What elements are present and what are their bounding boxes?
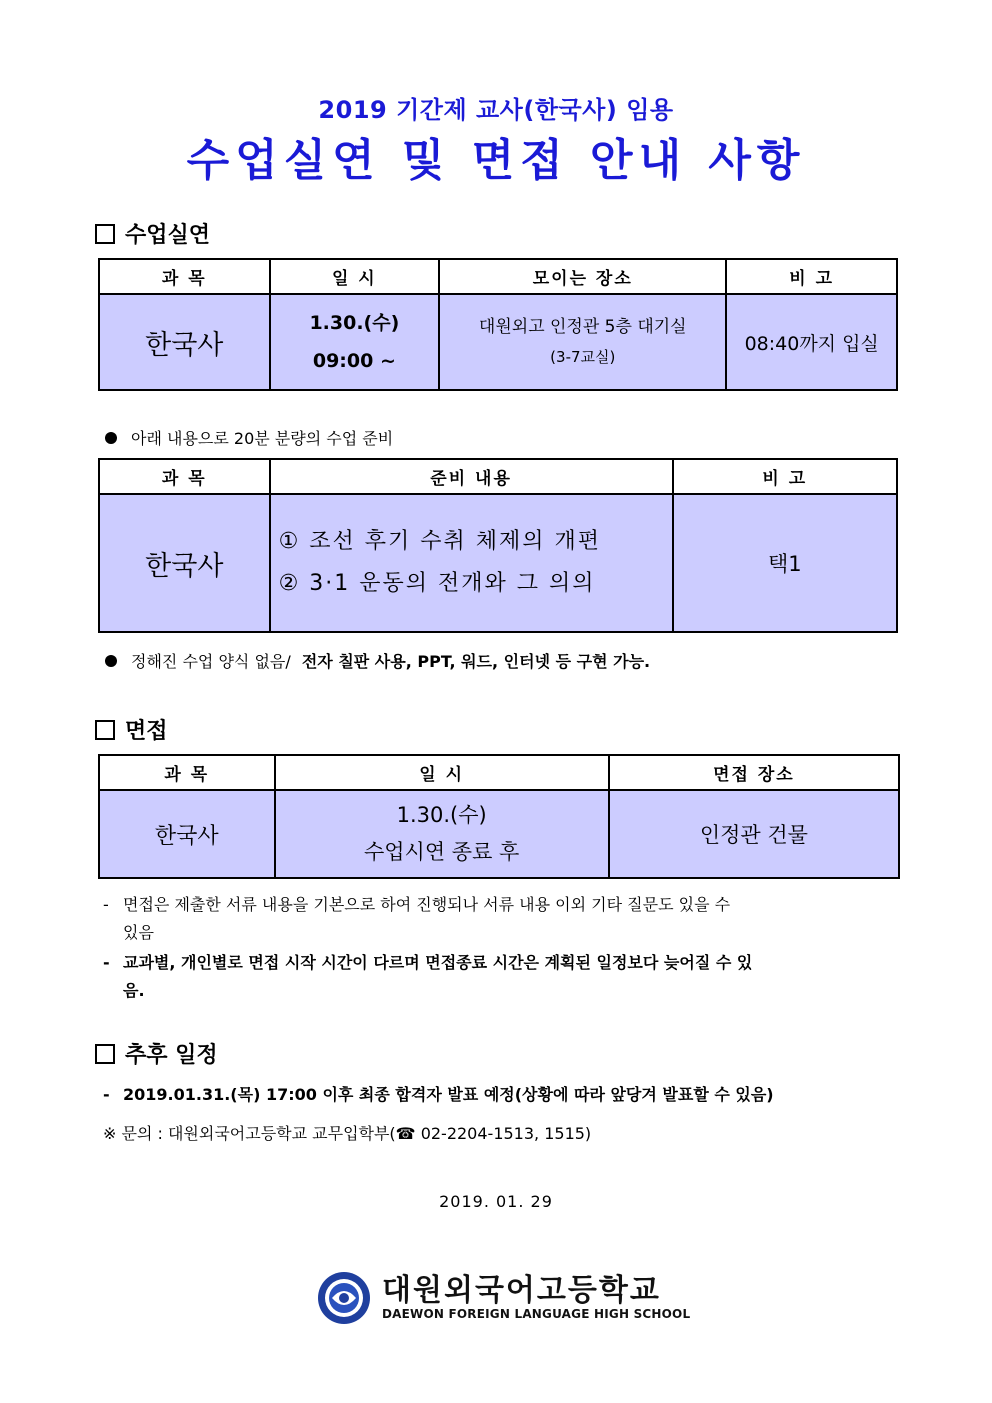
subject-cell: 한국사 xyxy=(99,294,270,390)
bullet-icon xyxy=(105,655,117,667)
section-title: 면접 xyxy=(125,719,168,744)
document-date: 2019. 01. 29 xyxy=(439,1192,553,1211)
place-cell: 인정관 건물 xyxy=(609,790,899,878)
header-cell: 일 시 xyxy=(275,755,609,790)
header-cell: 비 고 xyxy=(673,459,897,494)
bullet-text: 아래 내용으로 20분 분량의 수업 준비 xyxy=(131,429,394,448)
bullet-prep-instruction xyxy=(105,426,393,449)
header-cell: 일 시 xyxy=(270,259,440,294)
header-cell: 과 목 xyxy=(99,259,270,294)
school-emblem-icon xyxy=(316,1270,372,1326)
class-demo-schedule-table xyxy=(98,258,898,391)
note-cell: 08:40까지 입실 xyxy=(726,294,897,390)
header-cell: 비 고 xyxy=(726,259,897,294)
checkbox-icon xyxy=(95,224,115,244)
note-cell: 택1 xyxy=(673,494,897,632)
datetime-cell xyxy=(270,294,440,390)
note-text: 면접은 제출한 서류 내용을 기본으로 하여 진행되나 서류 내용 이외 기타 질문도 있을 수 xyxy=(123,895,731,914)
place-cell xyxy=(439,294,726,390)
header-cell: 면접 장소 xyxy=(609,755,899,790)
class-demo-content-table xyxy=(98,458,898,633)
datetime-cell xyxy=(275,790,609,878)
content-cell xyxy=(270,494,673,632)
header-cell: 과 목 xyxy=(99,459,270,494)
section-interview-heading xyxy=(95,714,168,745)
schedule-text: 2019.01.31.(목) 17:00 이후 최종 합격자 발표 예정(상황에 따라 앞당겨 발표할 수 있음) xyxy=(123,1085,774,1104)
school-logo xyxy=(316,1270,690,1326)
topic-item: ② 3·1 운동의 전개와 그 의의 xyxy=(278,571,596,596)
section-class-demo-heading xyxy=(95,218,210,249)
note-text: 음. xyxy=(123,981,145,1000)
note-text: 교과별, 개인별로 면접 시작 시간이 다르며 면접종료 시간은 계획된 일정보다 늦어질 수 있 xyxy=(123,953,753,972)
room-text: (3-7교실) xyxy=(550,348,616,366)
section-title: 수업실연 xyxy=(125,223,211,248)
interview-note-2: - 교과별, 개인별로 면접 시작 시간이 다르며 면접종료 시간은 계획된 일정보다 늦어질 수 있 음. xyxy=(103,949,898,1005)
school-name-english: DAEWON FOREIGN LANGUAGE HIGH SCHOOL xyxy=(382,1307,691,1321)
checkbox-icon xyxy=(95,1044,115,1064)
subject-cell: 한국사 xyxy=(99,790,275,878)
document-title: 수업실연 및 면접 안내 사항 xyxy=(186,135,806,186)
bullet-icon xyxy=(105,432,117,444)
header-cell: 과 목 xyxy=(99,755,275,790)
section-title: 추후 일정 xyxy=(125,1043,218,1068)
topic-item: ① 조선 후기 수취 체제의 개편 xyxy=(278,529,602,554)
contact-note: ※ 문의 : 대원외국어고등학교 교무입학부(☎ 02-2204-1513, 1515) xyxy=(103,1124,592,1143)
place-text: 대원외고 인정관 5층 대기실 xyxy=(478,317,687,337)
school-name-korean: 대원외국어고등학교 xyxy=(382,1273,661,1308)
header-cell: 준비 내용 xyxy=(270,459,673,494)
time-text: 09:00 ~ xyxy=(312,350,396,372)
bullet-text-bold: 전자 칠판 사용, PPT, 워드, 인터넷 등 구현 가능. xyxy=(301,652,651,671)
document-subtitle: 2019 기간제 교사(한국사) 임용 xyxy=(318,96,674,124)
schedule-note: - 2019.01.31.(목) 17:00 이후 최종 합격자 발표 예정(상황에 따라 앞당겨 발표할 수 있음) xyxy=(103,1085,774,1104)
time-text: 수업시연 종료 후 xyxy=(363,840,520,864)
subject-cell: 한국사 xyxy=(99,494,270,632)
interview-table xyxy=(98,754,900,879)
bullet-format-note xyxy=(105,649,650,672)
section-followup-heading xyxy=(95,1038,218,1069)
date-text: 1.30.(수) xyxy=(309,312,400,334)
header-cell: 모이는 장소 xyxy=(439,259,726,294)
checkbox-icon xyxy=(95,720,115,740)
interview-note-1: - 면접은 제출한 서류 내용을 기본으로 하여 진행되나 서류 내용 이외 기타 질문도 있을 수 있음 xyxy=(103,891,898,947)
note-text: 있음 xyxy=(123,923,154,942)
bullet-text: 정해진 수업 양식 없음/ xyxy=(131,652,296,671)
date-text: 1.30.(수) xyxy=(396,803,487,827)
